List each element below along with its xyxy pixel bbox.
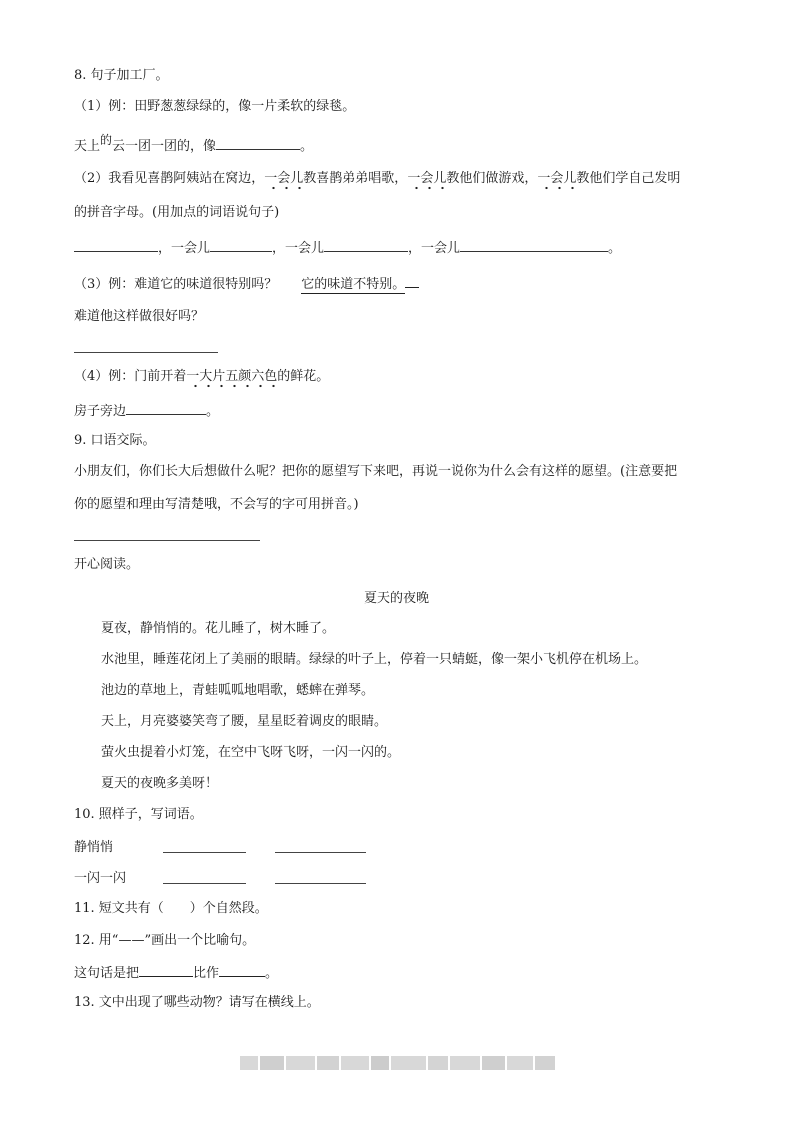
emphasis-dots <box>537 186 576 190</box>
example-text: （4）例：门前开着 <box>74 369 187 384</box>
example-text: 教喜鹊弟弟唱歌， <box>303 171 408 186</box>
q8-title: 8. 句子加工厂。 <box>74 68 169 83</box>
dotted-word <box>186 369 277 384</box>
answer-line[interactable] <box>275 883 366 884</box>
example-text: （3）例：难道它的味道很特别吗？ <box>74 277 278 292</box>
answer-blank[interactable] <box>74 238 158 252</box>
q8-fill-2 <box>74 238 621 258</box>
q8-example-2-line2: 的拼音字母。(用加点的词语说句子) <box>74 205 280 220</box>
answer-blank[interactable] <box>126 401 206 415</box>
q8-prompt-1 <box>74 133 314 156</box>
q8-example-4 <box>74 368 329 386</box>
q9-line-1: 小朋友们，你们长大后想做什么呢？把你的愿望写下来吧，再说一说你为什么会有这样的愿望。(注意要把 <box>74 464 678 479</box>
prompt-small-char: 的 <box>100 133 113 147</box>
example-answer: 它的味道不特别。 <box>301 277 406 292</box>
passage-paragraph: 水池里，睡莲花闭上了美丽的眼睛。绿绿的叶子上，停着一只蜻蜓，像一架小飞机停在机场上。 <box>101 652 648 667</box>
q10-word-1: 静悄悄 <box>74 840 114 855</box>
q8-prompt-3: 难道他这样做很好吗？ <box>74 309 205 324</box>
q9-title: 9. 口语交际。 <box>74 433 156 448</box>
dotted-word-text: 一会儿 <box>264 171 304 186</box>
prompt-text: 云一团一团的，像 <box>112 139 217 154</box>
dotted-word <box>264 171 303 186</box>
passage-paragraph: 萤火虫提着小灯笼，在空中飞呀飞呀，一闪一闪的。 <box>101 745 401 760</box>
emphasis-dots <box>264 186 303 190</box>
answer-underline-tail <box>405 286 419 288</box>
fill-text: 比作 <box>193 966 220 981</box>
answer-blank[interactable] <box>216 136 300 150</box>
emphasis-dots <box>186 384 277 388</box>
dotted-word <box>537 171 576 186</box>
q10-title: 10. 照样子，写词语。 <box>74 807 203 822</box>
example-text: 教他们学自己发明 <box>576 171 681 186</box>
prompt-text: 房子旁边 <box>74 404 127 419</box>
passage-paragraph: 夏天的夜晚多美呀！ <box>101 776 219 791</box>
passage-paragraph: 夏夜，静悄悄的。花儿睡了，树木睡了。 <box>101 621 336 636</box>
passage-paragraph: 池边的草地上，青蛙呱呱地唱歌，蟋蟀在弹琴。 <box>101 683 375 698</box>
dotted-word <box>407 171 446 186</box>
answer-blank[interactable] <box>460 238 608 252</box>
answer-blank[interactable] <box>324 238 408 252</box>
answer-blank[interactable] <box>139 963 193 977</box>
fill-separator: ，一会儿 <box>158 241 211 256</box>
answer-line[interactable] <box>163 883 246 884</box>
reading-heading: 开心阅读。 <box>74 557 140 572</box>
fill-end: 。 <box>265 966 279 981</box>
answer-line[interactable] <box>74 540 260 541</box>
prompt-end: 。 <box>206 404 220 419</box>
q12-title: 12. 用“——”画出一个比喻句。 <box>74 933 256 948</box>
dotted-word-text: 一会儿 <box>537 171 577 186</box>
q8-example-2 <box>74 170 680 188</box>
q8-example-3 <box>74 276 419 294</box>
blurred-footer <box>240 1056 555 1070</box>
answer-blank[interactable] <box>210 238 272 252</box>
answer-line[interactable] <box>163 852 246 853</box>
example-text: 的鲜花。 <box>277 369 330 384</box>
q9-line-2: 你的愿望和理由写清楚哦，不会写的字可用拼音。) <box>74 497 359 512</box>
example-text: （2）我看见喜鹊阿姨站在窝边， <box>74 171 265 186</box>
q12-fill <box>74 963 278 983</box>
answer-line[interactable] <box>275 852 366 853</box>
passage-paragraph: 天上，月亮婆婆笑弯了腰，星星眨着调皮的眼睛。 <box>101 714 388 729</box>
prompt-text: 天上 <box>74 139 101 154</box>
dotted-word-text: 一会儿 <box>407 171 447 186</box>
q8-example-1: （1）例：田野葱葱绿绿的，像一片柔软的绿毯。 <box>74 99 356 114</box>
answer-line[interactable] <box>74 352 218 353</box>
q10-word-2: 一闪一闪 <box>74 871 127 886</box>
fill-separator: ，一会儿 <box>272 241 325 256</box>
fill-end: 。 <box>608 241 622 256</box>
fill-text: 这句话是把 <box>74 966 140 981</box>
passage-title: 夏天的夜晚 <box>363 591 429 606</box>
q13-text: 13. 文中出现了哪些动物？请写在横线上。 <box>74 995 320 1010</box>
answer-blank[interactable] <box>219 963 265 977</box>
q8-prompt-4 <box>74 401 219 421</box>
example-text: 教他们做游戏， <box>446 171 538 186</box>
q11-text: 11. 短文共有（ ）个自然段。 <box>74 901 268 916</box>
dotted-word-text: 一大片五颜六色 <box>186 369 278 384</box>
fill-separator: ，一会儿 <box>408 241 461 256</box>
prompt-end: 。 <box>300 139 314 154</box>
emphasis-dots <box>407 186 446 190</box>
